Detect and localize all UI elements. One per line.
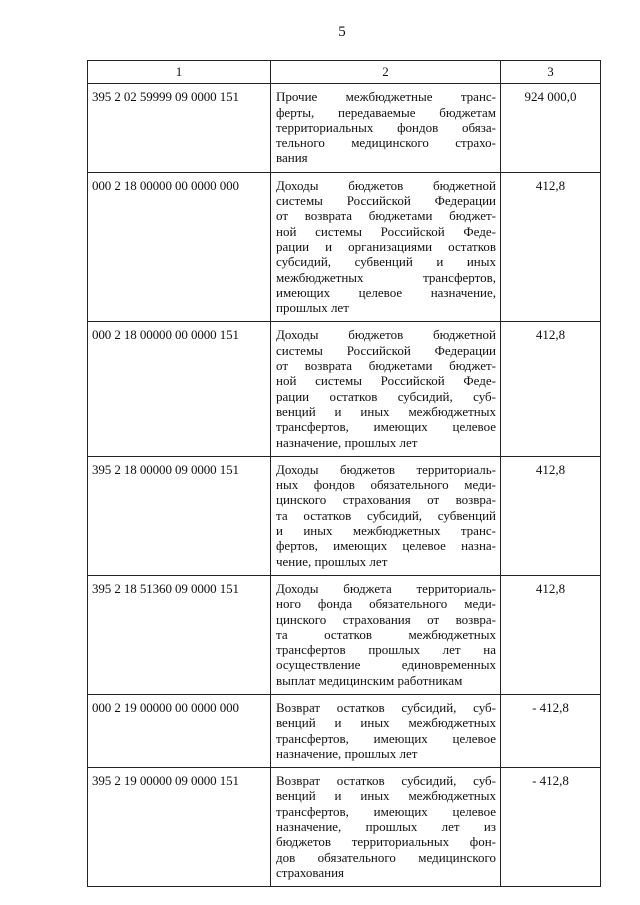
table-header-row [88, 61, 601, 84]
amount-cell: 412,8 [501, 322, 601, 456]
budget-code-cell: 000 2 18 00000 00 0000 000 [88, 172, 271, 322]
description-line: цинского страхования от возвра- [276, 492, 496, 508]
table-row [88, 84, 601, 172]
description-cell [271, 456, 501, 575]
description-line: назначение, прошлых лет из [276, 819, 496, 835]
description-line: трансфертов, имеющих целевое [276, 803, 496, 819]
description-cell [271, 84, 501, 172]
description-cell [271, 768, 501, 887]
budget-table [87, 60, 601, 887]
description-line: осуществление единовременных [276, 657, 496, 673]
description-line: трансфертов, имеющих целевое [276, 730, 496, 746]
budget-code-cell: 000 2 19 00000 00 0000 000 [88, 694, 271, 767]
description-line: имеющих целевое назначение, [276, 284, 496, 300]
description-line: системы Российской Федерации [276, 342, 496, 358]
description-line: тельного медицинского страхо- [276, 135, 496, 151]
description-line: ного фонда обязательного меди- [276, 596, 496, 612]
budget-code-cell: 000 2 18 00000 00 0000 151 [88, 322, 271, 456]
table-row [88, 322, 601, 456]
description-line: территориальных фондов обяза- [276, 119, 496, 135]
description-line: та остатков субсидий, субвенций [276, 507, 496, 523]
amount-cell: 412,8 [501, 456, 601, 575]
description-line: Возврат остатков субсидий, суб- [276, 699, 496, 715]
description-cell [271, 575, 501, 694]
description-line: вания [276, 150, 308, 166]
description-line: субсидий, субвенций и иных [276, 254, 496, 270]
description-line: от возврата бюджетами бюджет- [276, 208, 496, 224]
description-line: выплат медицинским работникам [276, 672, 463, 688]
description-line: ной системы Российской Феде- [276, 223, 496, 239]
page-number: 5 [338, 24, 346, 40]
description-line: венций и иных межбюджетных [276, 403, 496, 419]
description-line: и иных межбюджетных транс- [276, 523, 496, 539]
description-line: Доходы бюджетов территориаль- [276, 461, 496, 477]
description-line: рации и организациями остатков [276, 238, 496, 254]
description-line: ной системы Российской Феде- [276, 373, 496, 389]
amount-cell: - 412,8 [501, 694, 601, 767]
description-line: Доходы бюджета территориаль- [276, 580, 496, 596]
description-cell [271, 694, 501, 767]
budget-code-cell: 395 2 18 51360 09 0000 151 [88, 575, 271, 694]
description-line: Доходы бюджетов бюджетной [276, 177, 496, 193]
description-line: фертов, имеющих целевое назна- [276, 538, 496, 554]
column-header-amount: 3 [501, 61, 601, 84]
table-body [88, 84, 601, 887]
description-line: страхования [276, 864, 345, 880]
amount-cell: 924 000,0 [501, 84, 601, 172]
description-line: Возврат остатков субсидий, суб- [276, 773, 496, 789]
description-cell [271, 322, 501, 456]
budget-code-cell: 395 2 02 59999 09 0000 151 [88, 84, 271, 172]
description-line: Прочие межбюджетные транс- [276, 89, 496, 105]
column-header-code: 1 [88, 61, 271, 84]
budget-code-cell: 395 2 19 00000 09 0000 151 [88, 768, 271, 887]
amount-cell: - 412,8 [501, 768, 601, 887]
description-line: межбюджетных трансфертов, [276, 269, 496, 285]
budget-code-cell: 395 2 18 00000 09 0000 151 [88, 456, 271, 575]
amount-cell: 412,8 [501, 575, 601, 694]
table-row [88, 575, 601, 694]
description-line: назначение, прошлых лет [276, 434, 418, 450]
table-row [88, 768, 601, 887]
description-line: ных фондов обязательного меди- [276, 477, 496, 493]
table-row [88, 694, 601, 767]
description-line: системы Российской Федерации [276, 193, 496, 209]
description-cell [271, 172, 501, 322]
description-line: венций и иных межбюджетных [276, 715, 496, 731]
column-header-description: 2 [271, 61, 501, 84]
description-line: от возврата бюджетами бюджет- [276, 358, 496, 374]
table-row [88, 172, 601, 322]
description-line: ферты, передаваемые бюджетам [276, 104, 496, 120]
description-line: назначение, прошлых лет [276, 745, 418, 761]
description-line: цинского страхования от возвра- [276, 611, 496, 627]
description-line: рации остатков субсидий, суб- [276, 388, 496, 404]
description-line: бюджетов территориальных фон- [276, 834, 496, 850]
description-line: чение, прошлых лет [276, 553, 388, 569]
description-line: прошлых лет [276, 300, 349, 316]
description-line: дов обязательного медицинского [276, 849, 496, 865]
description-line: трансфертов, имеющих целевое [276, 419, 496, 435]
table-row [88, 456, 601, 575]
description-line: та остатков межбюджетных [276, 626, 496, 642]
description-line: трансфертов прошлых лет на [276, 642, 496, 658]
amount-cell: 412,8 [501, 172, 601, 322]
description-line: венций и иных межбюджетных [276, 788, 496, 804]
description-line: Доходы бюджетов бюджетной [276, 327, 496, 343]
